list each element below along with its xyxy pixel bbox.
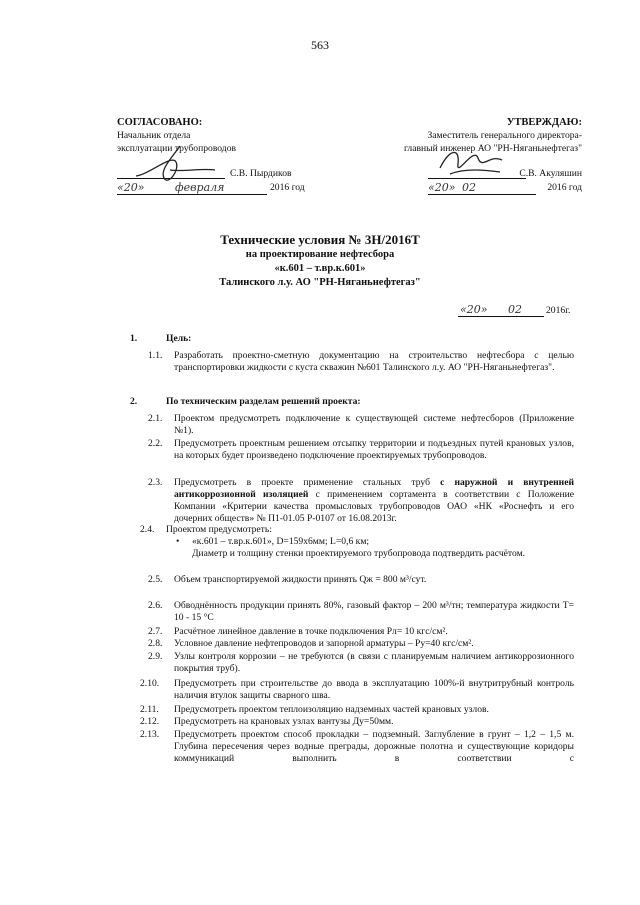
approval-left-position: Начальник отдела [117, 130, 191, 141]
doc-date-day: «20» [460, 303, 488, 316]
item-number: 2.1. [148, 413, 163, 424]
item-text: Условное давление нефтепроводов и запорной арматуры – Ру=40 кгс/см². [174, 638, 474, 649]
approval-left-department: эксплуатации трубопроводов [117, 143, 237, 154]
approval-right-heading: УТВЕРЖДАЮ: [506, 117, 582, 128]
approval-right-year: 2016 год [547, 182, 582, 193]
item-number: 2.6. [148, 600, 163, 611]
approval-right-company: главный инженер АО "РН-Няганьнефтегаз" [403, 143, 582, 154]
item-number: 2.12. [140, 716, 160, 727]
item-2-3 [148, 477, 574, 525]
item-1-1 [148, 350, 574, 374]
doc-object: «к.601 – т.вр.к.601» [274, 263, 366, 274]
approval-left-date-month: февраля [175, 181, 225, 194]
approval-right-date-day: «20» [428, 181, 456, 194]
item-text: Расчётное линейное давление в точке подключения Рл= 10 кгс/см². [174, 626, 448, 637]
doc-date-month: 02 [508, 303, 522, 316]
item-text: Предусмотреть проектом способ прокладки – подземный. Заглубление в грунт – 1,2 – 1,5 м. Глубина пересечения через водные преграды, дорожные полотна и существующие коридоры коммуникаций выполнить в соответствии с [174, 729, 574, 765]
item-2-10 [140, 678, 574, 702]
section-number: 1. [130, 333, 138, 344]
item-text: Предусмотреть проектным решением отсыпку территории и подъездных путей крановых узлов, на которых будет произведено подключение проектируемых трубопроводов. [174, 438, 574, 462]
approval-left-year: 2016 год [270, 182, 305, 193]
approval-right-name: С.В. Акуляшин [519, 168, 582, 179]
item-2-13 [140, 729, 574, 765]
item-2-5 [148, 574, 574, 586]
page-number: 563 [311, 38, 329, 52]
doc-title: Технические условия № 3Н/2016Т [220, 232, 420, 247]
item-number: 2.4. [140, 524, 155, 535]
section-heading-goal: Цель: [166, 333, 192, 344]
item-text [174, 477, 574, 525]
item-text: Проектом предусмотреть подключение к существующей системе нефтесборов (Приложение №1). [174, 413, 574, 437]
date-line-right [428, 194, 536, 195]
item-text: Объем транспортируемой жидкости принять Qж = 800 м³/сут. [174, 574, 427, 585]
item-number: 2.9. [148, 651, 163, 662]
date-line-left [117, 194, 267, 195]
approval-right-date-month: 02 [462, 181, 476, 194]
item-text-part: Предусмотреть в проекте применение стальных труб [174, 477, 441, 488]
item-2-6 [148, 600, 574, 624]
doc-field: Талинского л.у. АО "РН-Няганьнефтегаз" [219, 277, 421, 288]
bullet-item [176, 536, 574, 548]
bullet-icon: • [176, 536, 180, 548]
item-number: 2.5. [148, 574, 163, 585]
item-2-7 [148, 626, 574, 638]
item-text: Узлы контроля коррозии – не требуются (в связи с планируемым наличием антикоррозионного покрытия труб). [174, 651, 574, 675]
item-number: 2.11. [140, 704, 159, 715]
approval-left-heading: СОГЛАСОВАНО: [117, 117, 203, 128]
item-number: 1.1. [148, 350, 163, 361]
section-heading-technical: По техническим разделам решений проекта: [166, 396, 361, 407]
item-text: Предусмотреть проектом теплоизоляцию надземных частей крановых узлов. [174, 704, 489, 715]
approval-left-name: С.В. Пырдиков [230, 168, 292, 179]
item-number: 2.10. [140, 678, 160, 689]
bullet-text: «к.601 – т.вр.к.601», D=159х6мм; L=0,6 км; [192, 536, 370, 548]
approval-left-date-day: «20» [117, 181, 145, 194]
item-2-1 [148, 413, 574, 437]
item-number: 2.13. [140, 729, 160, 740]
item-2-11 [140, 704, 574, 716]
doc-date-year: 2016г. [546, 305, 571, 316]
item-text: Предусмотреть на крановых узлах вантузы Ду=50мм. [174, 716, 394, 727]
item-number: 2.8. [148, 638, 163, 649]
item-2-12 [140, 716, 574, 728]
item-number: 2.2. [148, 438, 163, 449]
item-text-emphasis: с наружной и внутренней антикоррозионной изоляцией [174, 477, 574, 501]
item-text-part: с применением сортамента в соответствии с Положение Компании «Критерии качества промысловых трубопроводов ОАО «НК «Роснефть и его дочерних обществ» № П1-01.05 Р-0107 от 16.08.2013г. [174, 489, 574, 525]
item-text: Разработать проектно-сметную документацию на строительство нефтесбора с целью транспортировки жидкости с куста скважин №601 Талинского л.у. АО "РН-Няганьнефтегаз". [174, 350, 574, 374]
doc-date-line [458, 316, 544, 317]
item-2-4 [140, 524, 574, 560]
item-2-8 [148, 638, 574, 650]
doc-subtitle: на проектирование нефтесбора [245, 249, 395, 260]
item-text: Обводнённость продукции принять 80%, газовый фактор – 200 м³/тн; температура жидкости Т= 10 - 15 °С [174, 600, 574, 624]
item-2-2 [148, 438, 574, 462]
item-number: 2.7. [148, 626, 163, 637]
item-text: Проектом предусмотреть: [166, 524, 272, 535]
item-number: 2.3. [148, 477, 163, 488]
item-2-9 [148, 651, 574, 675]
item-text: Предусмотреть при строительстве до ввода в эксплуатацию 100%-й внутритрубный контроль наличия втулок защиты сварного шва. [174, 678, 574, 702]
item-note: Диаметр и толщину стенки проектируемого трубопровода подтвердить расчётом. [192, 548, 526, 560]
approval-right-position: Заместитель генерального директора- [427, 130, 582, 141]
section-number: 2. [130, 396, 138, 407]
